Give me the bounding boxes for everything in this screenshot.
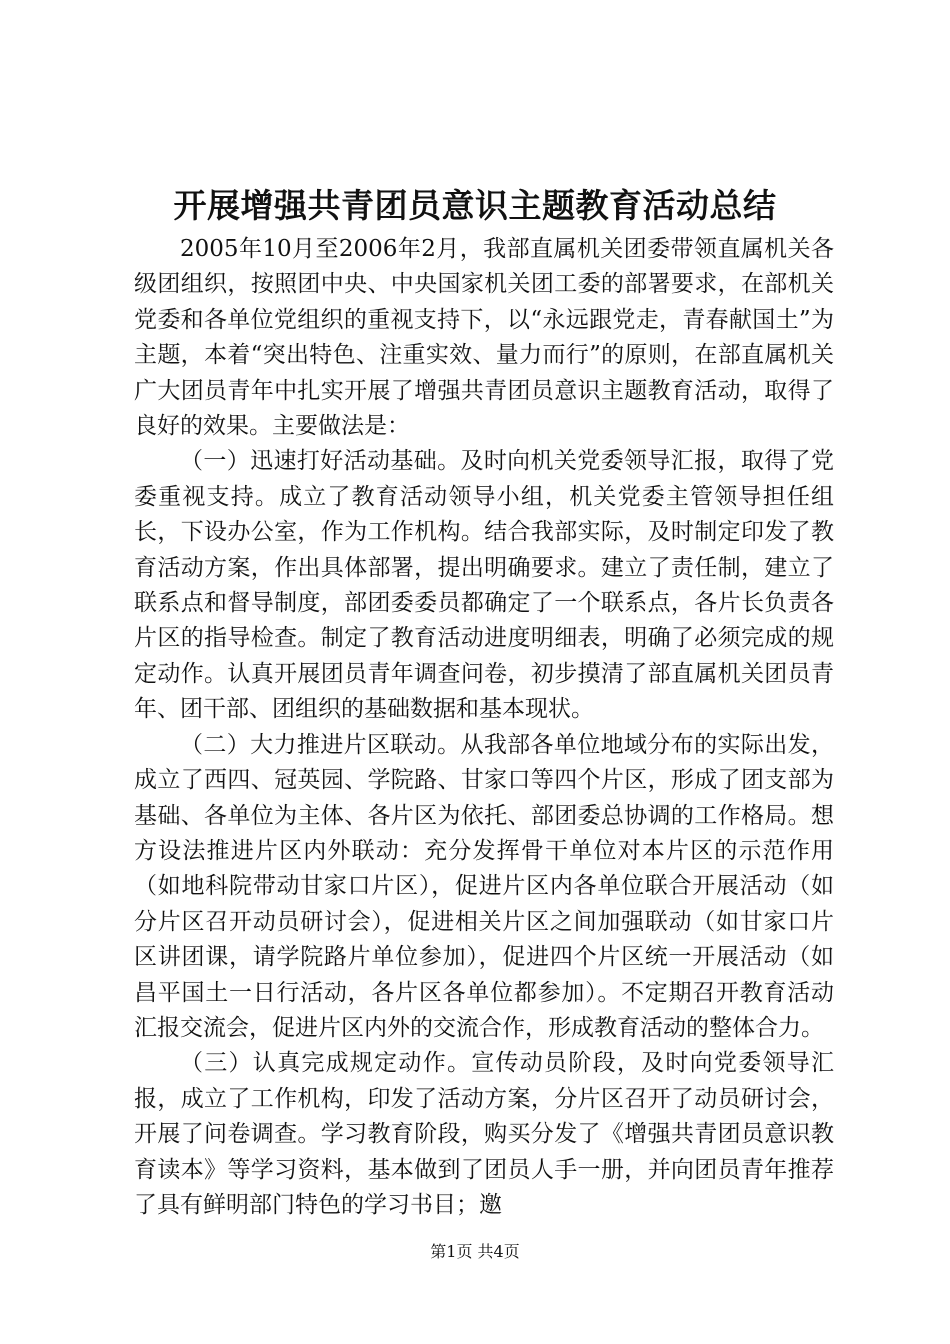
document-title: 开展增强共青团员意识主题教育活动总结	[173, 186, 777, 225]
page-number-footer: 第1页 共4页	[430, 1242, 520, 1261]
document-body	[134, 232, 834, 1223]
paragraph-section-1: （一）迅速打好活动基础。及时向机关党委领导汇报，取得了党委重视支持。成立了教育活动领导小组，机关党委主管领导担任组长，下设办公室，作为工作机构。结合我部实际，及时制定印发了教育活动方案，作出具体部署，提出明确要求。建立了责任制，建立了联系点和督导制度，部团委委员都确定了一个联系点，各片长负责各片区的指导检查。制定了教育活动进度明细表，明确了必须完成的规定动作。认真开展团员青年调查问卷，初步摸清了部直属机关团员青年、团干部、团组织的基础数据和基本现状。	[134, 448, 834, 723]
paragraph-intro: 2005年10月至2006年2月，我部直属机关团委带领直属机关各级团组织，按照团中央、中央国家机关团工委的部署要求，在部机关党委和各单位党组织的重视支持下，以“永远跟党走，青春献国土”为主题，本着“突出特色、注重实效、量力而行”的原则，在部直属机关广大团员青年中扎实开展了增强共青团员意识主题教育活动，取得了良好的效果。主要做法是：	[134, 236, 834, 440]
paragraph-section-3: （三）认真完成规定动作。宣传动员阶段，及时向党委领导汇报，成立了工作机构，印发了活动方案，分片区召开了动员研讨会，开展了问卷调查。学习教育阶段，购买分发了《增强共青团员意识教育读本》等学习资料，基本做到了团员人手一册，并向团员青年推荐了具有鲜明部门特色的学习书目；邀	[134, 1050, 834, 1218]
paragraph-section-2: （二）大力推进片区联动。从我部各单位地域分布的实际出发，成立了西四、冠英园、学院路、甘家口等四个片区，形成了团支部为基础、各单位为主体、各片区为依托、部团委总协调的工作格局。想方设法推进片区内外联动：充分发挥骨干单位对本片区的示范作用（如地科院带动甘家口片区），促进片区内各单位联合开展活动（如分片区召开动员研讨会），促进相关片区之间加强联动（如甘家口片区讲团课，请学院路片单位参加），促进四个片区统一开展活动（如昌平国土一日行活动，各片区各单位都参加）。不定期召开教育活动汇报交流会，促进片区内外的交流合作，形成教育活动的整体合力。	[134, 731, 834, 1041]
